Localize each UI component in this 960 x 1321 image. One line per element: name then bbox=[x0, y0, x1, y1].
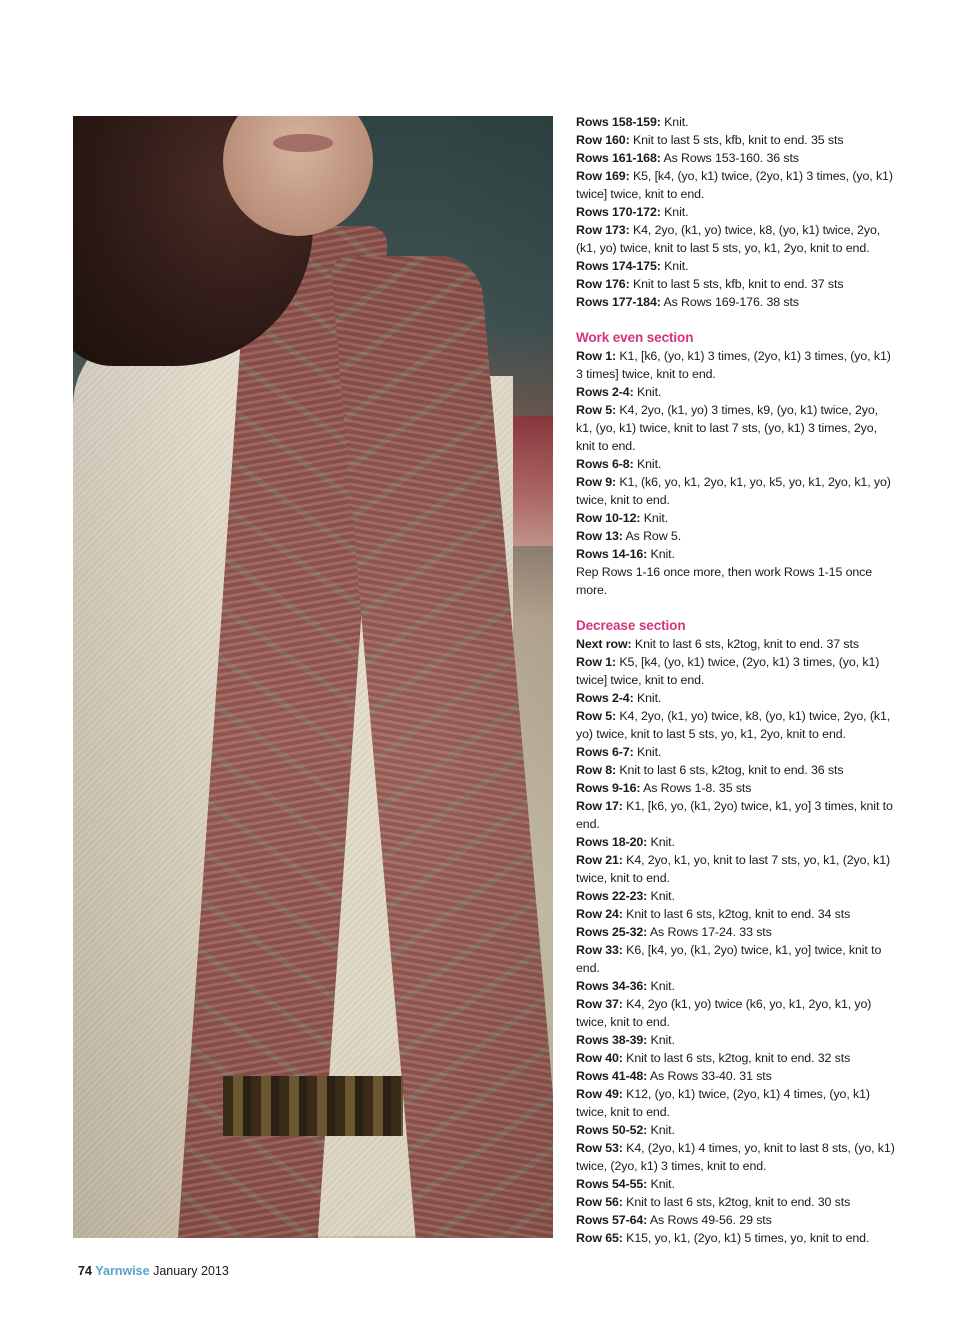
rows-top-list bbox=[576, 113, 896, 311]
row-text: K6, [k4, yo, (k1, 2yo) twice, k1, yo] twice, knit to end. bbox=[576, 943, 882, 975]
instruction-row bbox=[576, 743, 896, 761]
instruction-row bbox=[576, 707, 896, 743]
page-footer bbox=[78, 1263, 229, 1279]
row-label: Rows 18-20: bbox=[576, 835, 648, 849]
row-label: Rows 158-159: bbox=[576, 115, 661, 129]
instruction-row bbox=[576, 797, 896, 833]
decrease-list bbox=[576, 635, 896, 1247]
knitted-scarf-photo bbox=[73, 116, 553, 1238]
row-text: As Rows 49-56. 29 sts bbox=[647, 1213, 772, 1227]
row-text: Knit to last 6 sts, k2tog, knit to end. 32 sts bbox=[622, 1051, 851, 1065]
row-text: Knit to last 6 sts, k2tog, knit to end. 37 sts bbox=[631, 637, 859, 651]
row-label: Row 65: bbox=[576, 1231, 623, 1245]
instruction-row bbox=[576, 1067, 896, 1085]
row-text: K15, yo, k1, (2yo, k1) 5 times, yo, knit to end. bbox=[622, 1231, 870, 1245]
row-text: Knit. bbox=[647, 547, 675, 561]
row-label: Rows 25-32: bbox=[576, 925, 648, 939]
row-text: Knit. bbox=[647, 1033, 675, 1047]
row-label: Rows 6-7: bbox=[576, 745, 634, 759]
instruction-row bbox=[576, 1139, 896, 1175]
instruction-row bbox=[576, 221, 896, 257]
instruction-row bbox=[576, 1031, 896, 1049]
row-text: Knit to last 6 sts, k2tog, knit to end. 36 sts bbox=[616, 763, 844, 777]
row-label: Row 5: bbox=[576, 403, 617, 417]
row-text: Knit. bbox=[633, 385, 662, 399]
row-text: K4, 2yo (k1, yo) twice (k6, yo, k1, 2yo, k1, yo) twice, knit to end. bbox=[576, 997, 872, 1029]
instruction-row bbox=[576, 887, 896, 905]
row-label: Rows 9-16: bbox=[576, 781, 641, 795]
row-label: Row 56: bbox=[576, 1195, 623, 1209]
row-label: Rows 174-175: bbox=[576, 259, 661, 273]
instruction-row bbox=[576, 1175, 896, 1193]
row-label: Rows 57-64: bbox=[576, 1213, 648, 1227]
row-text: K4, (2yo, k1) 4 times, yo, knit to last 8 sts, (yo, k1) twice, (2yo, k1) 3 times, knit to end. bbox=[576, 1141, 895, 1173]
row-text: Knit to last 6 sts, k2tog, knit to end. 30 sts bbox=[622, 1195, 851, 1209]
row-text: As Rows 17-24. 33 sts bbox=[647, 925, 772, 939]
instruction-row bbox=[576, 941, 896, 977]
row-label: Rows 54-55: bbox=[576, 1177, 648, 1191]
instruction-row bbox=[576, 257, 896, 275]
row-text: Knit. bbox=[660, 259, 689, 273]
row-text: Knit to last 5 sts, kfb, knit to end. 37 sts bbox=[629, 277, 844, 291]
instruction-row bbox=[576, 833, 896, 851]
instruction-row bbox=[576, 1085, 896, 1121]
row-text: As Rows 1-8. 35 sts bbox=[640, 781, 752, 795]
row-text: K4, 2yo, (k1, yo) 3 times, k9, (yo, k1) twice, 2yo, k1, (yo, k1) twice, knit to last 7 sts, (yo, k1) 3 times, 2yo, knit to end. bbox=[576, 403, 878, 453]
row-label: Row 37: bbox=[576, 997, 623, 1011]
row-label: Rows 34-36: bbox=[576, 979, 648, 993]
instruction-row bbox=[576, 131, 896, 149]
instruction-row bbox=[576, 1229, 896, 1247]
row-text: As Rows 169-176. 38 sts bbox=[660, 295, 799, 309]
row-text: K4, 2yo, (k1, yo) twice, k8, (yo, k1) twice, 2yo, (k1, yo) twice, knit to last 5 sts, yo, k1, 2yo, knit to end. bbox=[576, 223, 881, 255]
row-label: Row 10-12: bbox=[576, 511, 641, 525]
row-text: Knit. bbox=[660, 205, 689, 219]
instruction-row bbox=[576, 167, 896, 203]
row-label: Row 33: bbox=[576, 943, 623, 957]
row-text: Knit. bbox=[633, 691, 662, 705]
pattern-instructions bbox=[576, 113, 896, 1247]
row-label: Rows 170-172: bbox=[576, 205, 661, 219]
row-label: Row 49: bbox=[576, 1087, 623, 1101]
instruction-row bbox=[576, 401, 896, 455]
instruction-row bbox=[576, 761, 896, 779]
instruction-row bbox=[576, 383, 896, 401]
row-label: Rows 38-39: bbox=[576, 1033, 648, 1047]
row-label: Row 8: bbox=[576, 763, 617, 777]
page-number: 74 bbox=[78, 1264, 92, 1278]
instruction-row bbox=[576, 545, 896, 563]
row-label: Rows 177-184: bbox=[576, 295, 661, 309]
row-label: Next row: bbox=[576, 637, 632, 651]
row-text: K1, [k6, yo, (k1, 2yo) twice, k1, yo] 3 times, knit to end. bbox=[576, 799, 893, 831]
row-label: Row 24: bbox=[576, 907, 623, 921]
row-text: K5, [k4, (yo, k1) twice, (2yo, k1) 3 times, (yo, k1) twice] twice, knit to end. bbox=[576, 169, 893, 201]
instruction-row bbox=[576, 635, 896, 653]
row-label: Row 160: bbox=[576, 133, 630, 147]
row-text: K4, 2yo, k1, yo, knit to last 7 sts, yo, k1, (2yo, k1) twice, knit to end. bbox=[576, 853, 891, 885]
row-text: As Row 5. bbox=[622, 529, 682, 543]
row-text: K1, (k6, yo, k1, 2yo, k1, yo, k5, yo, k1, 2yo, k1, yo) twice, knit to end. bbox=[576, 475, 891, 507]
row-text: K1, [k6, (yo, k1) 3 times, (2yo, k1) 3 times, (yo, k1) 3 times] twice, knit to end. bbox=[576, 349, 891, 381]
row-text: As Rows 153-160. 36 sts bbox=[660, 151, 799, 165]
row-label: Row 9: bbox=[576, 475, 617, 489]
instruction-row bbox=[576, 923, 896, 941]
row-label: Row 13: bbox=[576, 529, 623, 543]
row-label: Row 40: bbox=[576, 1051, 623, 1065]
instruction-row bbox=[576, 653, 896, 689]
row-text: Knit to last 6 sts, k2tog, knit to end. 34 sts bbox=[622, 907, 851, 921]
instruction-row bbox=[576, 473, 896, 509]
row-text: Knit. bbox=[647, 835, 675, 849]
row-label: Rows 2-4: bbox=[576, 385, 634, 399]
row-label: Row 1: bbox=[576, 655, 617, 669]
row-label: Row 5: bbox=[576, 709, 617, 723]
work-even-list bbox=[576, 347, 896, 599]
instruction-row bbox=[576, 455, 896, 473]
magazine-name: Yarnwise bbox=[95, 1264, 150, 1278]
instruction-row bbox=[576, 779, 896, 797]
instruction-row bbox=[576, 1121, 896, 1139]
row-text: Knit. bbox=[647, 1123, 675, 1137]
row-label: Rows 14-16: bbox=[576, 547, 648, 561]
photo-shading bbox=[73, 116, 553, 1238]
instruction-row bbox=[576, 689, 896, 707]
row-text: Knit. bbox=[660, 115, 689, 129]
instruction-row bbox=[576, 905, 896, 923]
row-label: Row 173: bbox=[576, 223, 630, 237]
row-label: Rows 6-8: bbox=[576, 457, 634, 471]
instruction-row bbox=[576, 293, 896, 311]
instruction-row bbox=[576, 113, 896, 131]
row-text: K4, 2yo, (k1, yo) twice, k8, (yo, k1) twice, 2yo, (k1, yo) twice, knit to last 5 sts, yo, k1, 2yo, knit to end. bbox=[576, 709, 891, 741]
instruction-row bbox=[576, 149, 896, 167]
row-label: Row 1: bbox=[576, 349, 617, 363]
row-label: Rows 161-168: bbox=[576, 151, 661, 165]
row-text: Knit. bbox=[647, 979, 675, 993]
instruction-row bbox=[576, 1193, 896, 1211]
instruction-row bbox=[576, 995, 896, 1031]
instruction-row bbox=[576, 1211, 896, 1229]
row-text: As Rows 33-40. 31 sts bbox=[647, 1069, 772, 1083]
row-text: Knit. bbox=[633, 745, 662, 759]
row-label: Rows 2-4: bbox=[576, 691, 634, 705]
row-text: Knit. bbox=[647, 1177, 675, 1191]
issue-date: January 2013 bbox=[153, 1264, 229, 1278]
row-label: Row 176: bbox=[576, 277, 630, 291]
decrease-title: Decrease section bbox=[576, 618, 686, 633]
instruction-row bbox=[576, 851, 896, 887]
instruction-row bbox=[576, 509, 896, 527]
row-text: K5, [k4, (yo, k1) twice, (2yo, k1) 3 times, (yo, k1) twice] twice, knit to end. bbox=[576, 655, 880, 687]
work-even-title: Work even section bbox=[576, 330, 694, 345]
row-label: Rows 22-23: bbox=[576, 889, 648, 903]
instruction-row bbox=[576, 977, 896, 995]
instruction-row bbox=[576, 527, 896, 545]
instruction-row bbox=[576, 203, 896, 221]
instruction-row bbox=[576, 563, 896, 599]
instruction-row bbox=[576, 347, 896, 383]
row-text: K12, (yo, k1) twice, (2yo, k1) 4 times, (yo, k1) twice, knit to end. bbox=[576, 1087, 870, 1119]
instruction-row bbox=[576, 1049, 896, 1067]
row-label: Rows 41-48: bbox=[576, 1069, 648, 1083]
row-label: Row 53: bbox=[576, 1141, 623, 1155]
row-label: Row 169: bbox=[576, 169, 630, 183]
instruction-row bbox=[576, 275, 896, 293]
row-text: Knit. bbox=[647, 889, 675, 903]
row-text: Knit to last 5 sts, kfb, knit to end. 35 sts bbox=[629, 133, 844, 147]
row-label: Row 17: bbox=[576, 799, 623, 813]
row-text: Knit. bbox=[640, 511, 669, 525]
row-label: Rows 50-52: bbox=[576, 1123, 648, 1137]
row-text: Rep Rows 1-16 once more, then work Rows 1-15 once more. bbox=[576, 565, 873, 597]
row-text: Knit. bbox=[633, 457, 662, 471]
row-label: Row 21: bbox=[576, 853, 623, 867]
